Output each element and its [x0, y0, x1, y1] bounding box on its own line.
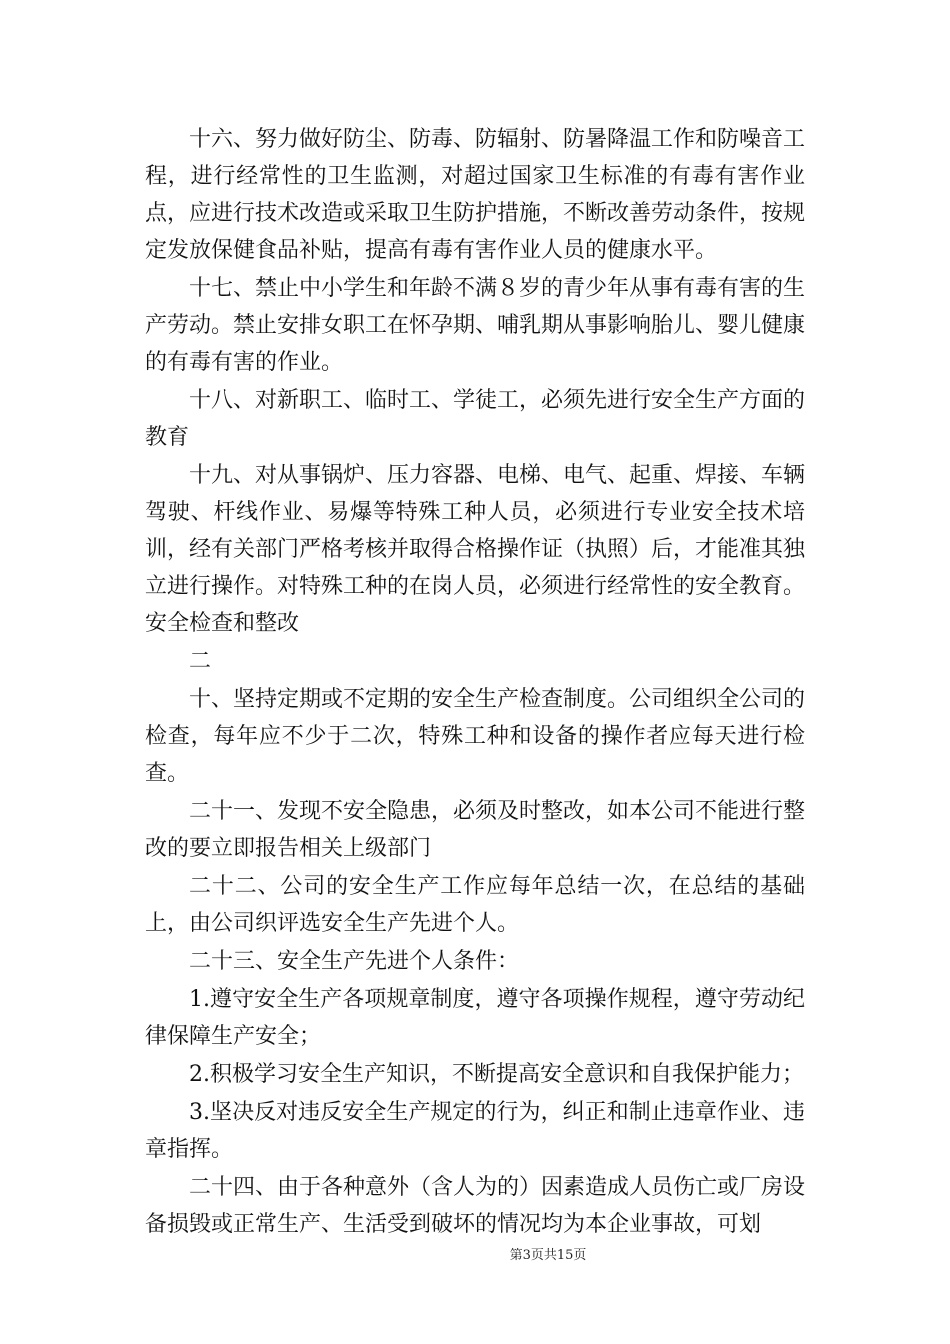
page-number: 第3页共15页: [509, 1248, 587, 1263]
page-footer: [0, 1248, 950, 1264]
paragraph-23: 二十三、安全生产先进个人条件：: [189, 949, 520, 974]
paragraph-18: 十八、对新职工、临时工、学徒工，必须先进行安全生产方面的教育: [145, 388, 806, 450]
paragraph-22: 二十二、公司的安全生产工作应每年总结一次，在总结的基础上，由公司织评选安全生产先进个人。: [145, 874, 805, 936]
document-body: [145, 121, 805, 1244]
list-item-3: 3.坚决反对违反安全生产规定的行为，纠正和制止违章作业、违章指挥。: [145, 1100, 805, 1162]
paragraph-21: 二十一、发现不安全隐患，必须及时整改，如本公司不能进行整改的要立即报告相关上级部门: [145, 799, 806, 861]
paragraph-fragment: 二: [189, 649, 212, 674]
paragraph-24: 二十四、由于各种意外（含人为的）因素造成人员伤亡或厂房设备损毁或正常生产、生活受到破坏的情况均为本企业事故，可划: [145, 1175, 806, 1237]
paragraph-16: 十六、努力做好防尘、防毒、防辐射、防暑降温工作和防噪音工程，进行经常性的卫生监测，对超过国家卫生标准的有毒有害作业点，应进行技术改造或采取卫生防护措施，不断改善劳动条件，按规定发放保健食品补贴，提高有毒有害作业人员的健康水平。: [145, 127, 806, 263]
list-item-2: 2.积极学习安全生产知识，不断提高安全意识和自我保护能力；: [189, 1062, 804, 1087]
paragraph-17: 十七、禁止中小学生和年龄不满８岁的青少年从事有毒有害的生产劳动。禁止安排女职工在怀孕期、哺乳期从事影响胎儿、婴儿健康的有毒有害的作业。: [145, 276, 806, 375]
list-item-1: 1.遵守安全生产各项规章制度，遵守各项操作规程，遵守劳动纪律保障生产安全；: [145, 987, 805, 1049]
paragraph-20: 十、坚持定期或不定期的安全生产检查制度。公司组织全公司的检查，每年应不少于二次，特殊工种和设备的操作者应每天进行检查。: [145, 687, 806, 786]
paragraph-19: 十九、对从事锅炉、压力容器、电梯、电气、起重、焊接、车辆驾驶、杆线作业、易爆等特殊工种人员，必须进行专业安全技术培训，经有关部门严格考核并取得合格操作证（执照）后，才能准其独立进行操作。对特殊工种的在岗人员，必须进行经常性的安全教育。安全检查和整改: [145, 463, 806, 636]
